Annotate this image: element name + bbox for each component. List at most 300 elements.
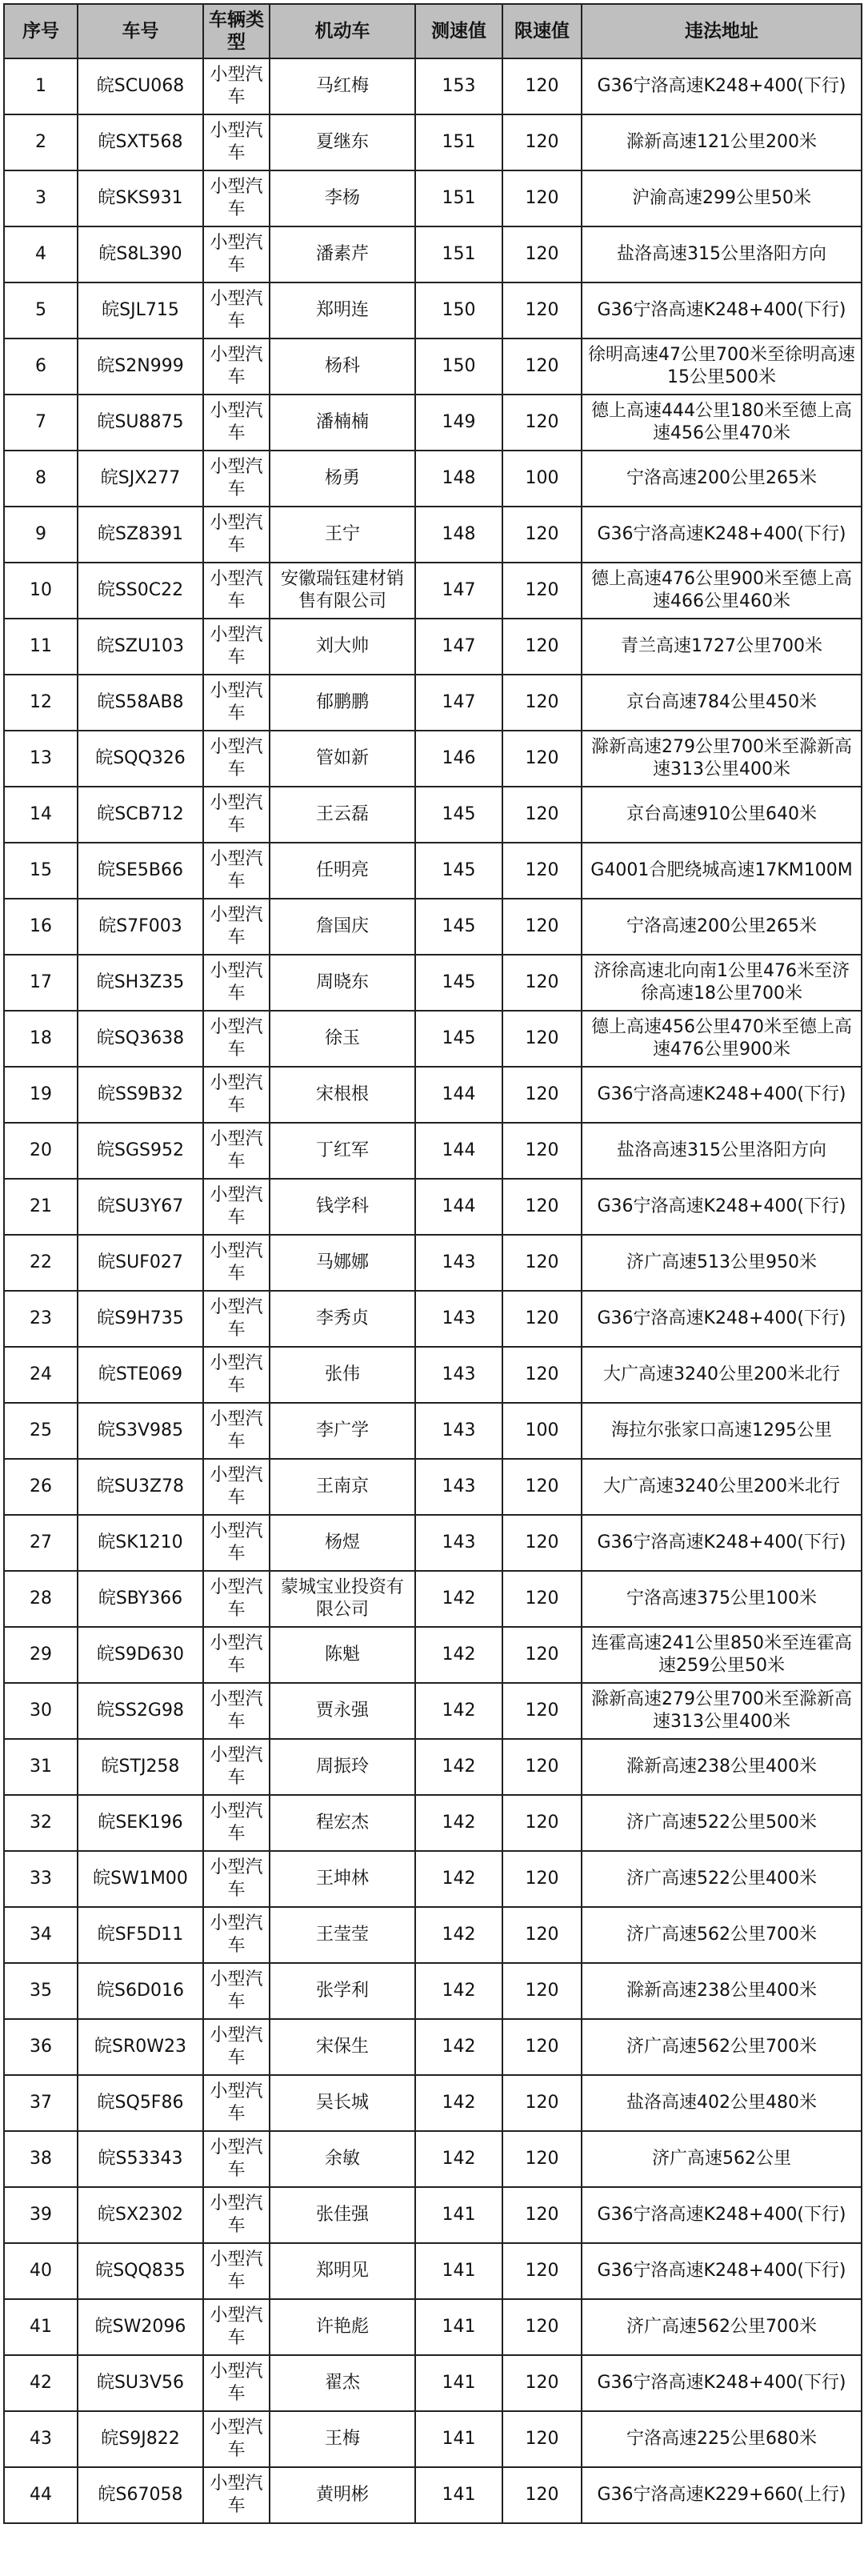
cell-seq: 3 xyxy=(4,170,78,226)
cell-owner: 宋根根 xyxy=(270,1067,415,1123)
cell-owner: 潘楠楠 xyxy=(270,395,415,451)
cell-owner: 丁红军 xyxy=(270,1123,415,1179)
cell-measured-speed: 150 xyxy=(415,339,502,395)
cell-plate: 皖SCB712 xyxy=(78,787,203,843)
cell-speed-limit: 120 xyxy=(502,58,582,114)
table-row xyxy=(4,731,862,787)
cell-measured-speed: 145 xyxy=(415,1011,502,1067)
cell-speed-limit: 120 xyxy=(502,1851,582,1907)
cell-owner: 许艳彪 xyxy=(270,2299,415,2355)
table-row xyxy=(4,2075,862,2131)
cell-vehicle-type: 小型汽车 xyxy=(203,1851,270,1907)
table-row xyxy=(4,899,862,955)
cell-speed-limit: 120 xyxy=(502,787,582,843)
cell-plate: 皖SQ3638 xyxy=(78,1011,203,1067)
cell-owner: 王云磊 xyxy=(270,787,415,843)
cell-seq: 28 xyxy=(4,1571,78,1627)
cell-seq: 29 xyxy=(4,1627,78,1683)
table-body xyxy=(4,58,862,2523)
cell-seq: 37 xyxy=(4,2075,78,2131)
table-row xyxy=(4,787,862,843)
cell-plate: 皖SXT568 xyxy=(78,114,203,170)
cell-measured-speed: 151 xyxy=(415,114,502,170)
cell-seq: 34 xyxy=(4,1907,78,1963)
table-row xyxy=(4,2131,862,2187)
cell-seq: 33 xyxy=(4,1851,78,1907)
cell-seq: 35 xyxy=(4,1963,78,2019)
cell-measured-speed: 145 xyxy=(415,899,502,955)
cell-plate: 皖SW1M00 xyxy=(78,1851,203,1907)
table-row xyxy=(4,2187,862,2243)
cell-speed-limit: 120 xyxy=(502,1459,582,1515)
cell-speed-limit: 120 xyxy=(502,2299,582,2355)
cell-seq: 25 xyxy=(4,1403,78,1459)
cell-owner: 李广学 xyxy=(270,1403,415,1459)
cell-speed-limit: 120 xyxy=(502,619,582,675)
cell-speed-limit: 120 xyxy=(502,2467,582,2523)
cell-speed-limit: 120 xyxy=(502,899,582,955)
cell-speed-limit: 120 xyxy=(502,1963,582,2019)
cell-owner: 周振玲 xyxy=(270,1739,415,1795)
cell-seq: 27 xyxy=(4,1515,78,1571)
header-speed-limit: 限速值 xyxy=(502,4,582,58)
cell-location: 济徐高速北向南1公里476米至济徐高速18公里700米 xyxy=(582,955,862,1011)
cell-vehicle-type: 小型汽车 xyxy=(203,1235,270,1291)
cell-plate: 皖SQ5F86 xyxy=(78,2075,203,2131)
cell-location: 青兰高速1727公里700米 xyxy=(582,619,862,675)
cell-speed-limit: 120 xyxy=(502,170,582,226)
table-row xyxy=(4,1571,862,1627)
cell-measured-speed: 142 xyxy=(415,1739,502,1795)
header-violation-location: 违法地址 xyxy=(582,4,862,58)
cell-owner: 杨科 xyxy=(270,339,415,395)
cell-seq: 16 xyxy=(4,899,78,955)
cell-measured-speed: 147 xyxy=(415,563,502,619)
cell-seq: 9 xyxy=(4,507,78,563)
cell-location: 宁洛高速225公里680米 xyxy=(582,2411,862,2467)
cell-location: G36宁洛高速K229+660(上行) xyxy=(582,2467,862,2523)
cell-measured-speed: 144 xyxy=(415,1067,502,1123)
cell-vehicle-type: 小型汽车 xyxy=(203,1011,270,1067)
cell-seq: 24 xyxy=(4,1347,78,1403)
cell-vehicle-type: 小型汽车 xyxy=(203,226,270,282)
cell-vehicle-type: 小型汽车 xyxy=(203,114,270,170)
cell-owner: 郁鹏鹏 xyxy=(270,675,415,731)
table-row xyxy=(4,451,862,507)
cell-vehicle-type: 小型汽车 xyxy=(203,563,270,619)
table-row xyxy=(4,1851,862,1907)
table-row xyxy=(4,1291,862,1347)
cell-plate: 皖SZ8391 xyxy=(78,507,203,563)
cell-measured-speed: 151 xyxy=(415,226,502,282)
cell-seq: 41 xyxy=(4,2299,78,2355)
cell-vehicle-type: 小型汽车 xyxy=(203,2411,270,2467)
cell-location: 滁新高速121公里200米 xyxy=(582,114,862,170)
cell-plate: 皖S9J822 xyxy=(78,2411,203,2467)
cell-speed-limit: 120 xyxy=(502,955,582,1011)
cell-vehicle-type: 小型汽车 xyxy=(203,1907,270,1963)
cell-owner: 翟杰 xyxy=(270,2355,415,2411)
cell-seq: 40 xyxy=(4,2243,78,2299)
cell-location: 盐洛高速315公里洛阳方向 xyxy=(582,1123,862,1179)
cell-location: 宁洛高速375公里100米 xyxy=(582,1571,862,1627)
header-measured-speed: 测速值 xyxy=(415,4,502,58)
cell-plate: 皖S6D016 xyxy=(78,1963,203,2019)
cell-location: 滁新高速279公里700米至滁新高速313公里400米 xyxy=(582,731,862,787)
cell-measured-speed: 141 xyxy=(415,2299,502,2355)
cell-plate: 皖SS2G98 xyxy=(78,1683,203,1739)
header-row xyxy=(4,4,862,58)
cell-measured-speed: 141 xyxy=(415,2467,502,2523)
cell-location: 济广高速522公里400米 xyxy=(582,1851,862,1907)
cell-location: 德上高速476公里900米至德上高速466公里460米 xyxy=(582,563,862,619)
cell-seq: 8 xyxy=(4,451,78,507)
cell-measured-speed: 143 xyxy=(415,1515,502,1571)
cell-vehicle-type: 小型汽车 xyxy=(203,1067,270,1123)
cell-plate: 皖SBY366 xyxy=(78,1571,203,1627)
cell-plate: 皖STE069 xyxy=(78,1347,203,1403)
table-row xyxy=(4,507,862,563)
cell-measured-speed: 145 xyxy=(415,955,502,1011)
header-owner: 机动车 xyxy=(270,4,415,58)
cell-owner: 王坤林 xyxy=(270,1851,415,1907)
table-row xyxy=(4,114,862,170)
cell-owner: 王梅 xyxy=(270,2411,415,2467)
cell-measured-speed: 147 xyxy=(415,619,502,675)
cell-seq: 30 xyxy=(4,1683,78,1739)
cell-location: 滁新高速238公里400米 xyxy=(582,1963,862,2019)
cell-measured-speed: 144 xyxy=(415,1123,502,1179)
cell-location: G36宁洛高速K248+400(下行) xyxy=(582,1179,862,1235)
cell-owner: 王莹莹 xyxy=(270,1907,415,1963)
table-row xyxy=(4,1011,862,1067)
cell-vehicle-type: 小型汽车 xyxy=(203,395,270,451)
cell-plate: 皖STJ258 xyxy=(78,1739,203,1795)
cell-location: 大广高速3240公里200米北行 xyxy=(582,1459,862,1515)
cell-location: G36宁洛高速K248+400(下行) xyxy=(582,2355,862,2411)
cell-speed-limit: 120 xyxy=(502,1179,582,1235)
cell-seq: 18 xyxy=(4,1011,78,1067)
cell-seq: 10 xyxy=(4,563,78,619)
cell-measured-speed: 148 xyxy=(415,507,502,563)
cell-vehicle-type: 小型汽车 xyxy=(203,1795,270,1851)
cell-owner: 张学利 xyxy=(270,1963,415,2019)
cell-vehicle-type: 小型汽车 xyxy=(203,1347,270,1403)
table-row xyxy=(4,955,862,1011)
cell-speed-limit: 120 xyxy=(502,1235,582,1291)
cell-vehicle-type: 小型汽车 xyxy=(203,1291,270,1347)
cell-location: G36宁洛高速K248+400(下行) xyxy=(582,1515,862,1571)
cell-location: 大广高速3240公里200米北行 xyxy=(582,1347,862,1403)
cell-plate: 皖SQQ326 xyxy=(78,731,203,787)
cell-seq: 31 xyxy=(4,1739,78,1795)
table-row xyxy=(4,675,862,731)
table-row xyxy=(4,226,862,282)
table-row xyxy=(4,1403,862,1459)
cell-location: 济广高速562公里700米 xyxy=(582,2299,862,2355)
cell-plate: 皖SU3Y67 xyxy=(78,1179,203,1235)
cell-plate: 皖SS9B32 xyxy=(78,1067,203,1123)
cell-speed-limit: 120 xyxy=(502,2075,582,2131)
cell-seq: 32 xyxy=(4,1795,78,1851)
cell-measured-speed: 141 xyxy=(415,2355,502,2411)
cell-location: G4001合肥绕城高速17KM100M xyxy=(582,843,862,899)
cell-speed-limit: 120 xyxy=(502,1795,582,1851)
cell-seq: 14 xyxy=(4,787,78,843)
cell-owner: 李秀贞 xyxy=(270,1291,415,1347)
cell-location: 京台高速910公里640米 xyxy=(582,787,862,843)
cell-plate: 皖SX2302 xyxy=(78,2187,203,2243)
cell-owner: 郑明连 xyxy=(270,282,415,339)
cell-vehicle-type: 小型汽车 xyxy=(203,58,270,114)
cell-plate: 皖S9H735 xyxy=(78,1291,203,1347)
table-row xyxy=(4,2411,862,2467)
cell-plate: 皖S8L390 xyxy=(78,226,203,282)
cell-speed-limit: 120 xyxy=(502,1291,582,1347)
cell-owner: 张伟 xyxy=(270,1347,415,1403)
table-row xyxy=(4,339,862,395)
cell-vehicle-type: 小型汽车 xyxy=(203,2187,270,2243)
cell-vehicle-type: 小型汽车 xyxy=(203,899,270,955)
cell-measured-speed: 147 xyxy=(415,675,502,731)
table-row xyxy=(4,2355,862,2411)
header-vehicle-type: 车辆类型 xyxy=(203,4,270,58)
table-row xyxy=(4,1683,862,1739)
cell-location: 京台高速784公里450米 xyxy=(582,675,862,731)
table-row xyxy=(4,1123,862,1179)
table-row xyxy=(4,395,862,451)
cell-vehicle-type: 小型汽车 xyxy=(203,507,270,563)
cell-location: 滁新高速238公里400米 xyxy=(582,1739,862,1795)
cell-seq: 44 xyxy=(4,2467,78,2523)
table-row xyxy=(4,619,862,675)
cell-measured-speed: 142 xyxy=(415,2075,502,2131)
cell-plate: 皖S7F003 xyxy=(78,899,203,955)
cell-vehicle-type: 小型汽车 xyxy=(203,170,270,226)
cell-measured-speed: 150 xyxy=(415,282,502,339)
table-row xyxy=(4,1459,862,1515)
cell-vehicle-type: 小型汽车 xyxy=(203,1683,270,1739)
cell-location: 济广高速562公里700米 xyxy=(582,1907,862,1963)
cell-plate: 皖S9D630 xyxy=(78,1627,203,1683)
cell-seq: 11 xyxy=(4,619,78,675)
cell-plate: 皖SF5D11 xyxy=(78,1907,203,1963)
cell-measured-speed: 143 xyxy=(415,1235,502,1291)
cell-seq: 13 xyxy=(4,731,78,787)
cell-speed-limit: 120 xyxy=(502,2243,582,2299)
cell-location: 济广高速522公里500米 xyxy=(582,1795,862,1851)
cell-measured-speed: 143 xyxy=(415,1291,502,1347)
cell-seq: 5 xyxy=(4,282,78,339)
cell-seq: 20 xyxy=(4,1123,78,1179)
cell-vehicle-type: 小型汽车 xyxy=(203,2075,270,2131)
cell-vehicle-type: 小型汽车 xyxy=(203,2355,270,2411)
cell-location: 德上高速444公里180米至德上高速456公里470米 xyxy=(582,395,862,451)
cell-owner: 宋保生 xyxy=(270,2019,415,2075)
cell-speed-limit: 120 xyxy=(502,1123,582,1179)
cell-owner: 管如新 xyxy=(270,731,415,787)
cell-speed-limit: 120 xyxy=(502,2355,582,2411)
table-row xyxy=(4,1907,862,1963)
cell-seq: 36 xyxy=(4,2019,78,2075)
cell-owner: 任明亮 xyxy=(270,843,415,899)
cell-vehicle-type: 小型汽车 xyxy=(203,843,270,899)
cell-seq: 23 xyxy=(4,1291,78,1347)
cell-plate: 皖S53343 xyxy=(78,2131,203,2187)
cell-plate: 皖SU3V56 xyxy=(78,2355,203,2411)
cell-owner: 陈魁 xyxy=(270,1627,415,1683)
cell-speed-limit: 120 xyxy=(502,1011,582,1067)
cell-plate: 皖SK1210 xyxy=(78,1515,203,1571)
table-row xyxy=(4,1515,862,1571)
table-row xyxy=(4,282,862,339)
table-row xyxy=(4,563,862,619)
cell-plate: 皖S67058 xyxy=(78,2467,203,2523)
cell-owner: 黄明彬 xyxy=(270,2467,415,2523)
table-row xyxy=(4,58,862,114)
cell-location: 盐洛高速402公里480米 xyxy=(582,2075,862,2131)
cell-location: 徐明高速47公里700米至徐明高速15公里500米 xyxy=(582,339,862,395)
cell-location: 海拉尔张家口高速1295公里 xyxy=(582,1403,862,1459)
cell-vehicle-type: 小型汽车 xyxy=(203,1963,270,2019)
cell-speed-limit: 120 xyxy=(502,507,582,563)
cell-speed-limit: 120 xyxy=(502,731,582,787)
cell-measured-speed: 143 xyxy=(415,1403,502,1459)
table-row xyxy=(4,1739,862,1795)
cell-vehicle-type: 小型汽车 xyxy=(203,1179,270,1235)
cell-vehicle-type: 小型汽车 xyxy=(203,2019,270,2075)
cell-location: 盐洛高速315公里洛阳方向 xyxy=(582,226,862,282)
cell-owner: 钱学科 xyxy=(270,1179,415,1235)
cell-plate: 皖S2N999 xyxy=(78,339,203,395)
cell-speed-limit: 120 xyxy=(502,563,582,619)
cell-speed-limit: 120 xyxy=(502,843,582,899)
cell-vehicle-type: 小型汽车 xyxy=(203,1739,270,1795)
cell-seq: 2 xyxy=(4,114,78,170)
cell-vehicle-type: 小型汽车 xyxy=(203,2243,270,2299)
cell-vehicle-type: 小型汽车 xyxy=(203,2131,270,2187)
cell-seq: 6 xyxy=(4,339,78,395)
cell-seq: 22 xyxy=(4,1235,78,1291)
cell-plate: 皖SZU103 xyxy=(78,619,203,675)
cell-plate: 皖SE5B66 xyxy=(78,843,203,899)
cell-plate: 皖SJL715 xyxy=(78,282,203,339)
cell-seq: 12 xyxy=(4,675,78,731)
cell-speed-limit: 120 xyxy=(502,2187,582,2243)
cell-location: G36宁洛高速K248+400(下行) xyxy=(582,507,862,563)
header-plate: 车号 xyxy=(78,4,203,58)
cell-plate: 皖SR0W23 xyxy=(78,2019,203,2075)
cell-measured-speed: 142 xyxy=(415,1683,502,1739)
table-row xyxy=(4,1795,862,1851)
cell-owner: 贾永强 xyxy=(270,1683,415,1739)
cell-owner: 潘素芹 xyxy=(270,226,415,282)
cell-owner: 吴长城 xyxy=(270,2075,415,2131)
table-row xyxy=(4,2299,862,2355)
cell-measured-speed: 151 xyxy=(415,170,502,226)
cell-vehicle-type: 小型汽车 xyxy=(203,339,270,395)
table-row xyxy=(4,1179,862,1235)
cell-owner: 杨勇 xyxy=(270,451,415,507)
cell-owner: 程宏杰 xyxy=(270,1795,415,1851)
cell-speed-limit: 120 xyxy=(502,1347,582,1403)
cell-owner: 余敏 xyxy=(270,2131,415,2187)
cell-measured-speed: 142 xyxy=(415,1907,502,1963)
cell-plate: 皖SJX277 xyxy=(78,451,203,507)
cell-owner: 马红梅 xyxy=(270,58,415,114)
table-row xyxy=(4,2467,862,2523)
cell-vehicle-type: 小型汽车 xyxy=(203,1627,270,1683)
cell-vehicle-type: 小型汽车 xyxy=(203,1515,270,1571)
table-row xyxy=(4,1347,862,1403)
cell-vehicle-type: 小型汽车 xyxy=(203,451,270,507)
cell-speed-limit: 120 xyxy=(502,2411,582,2467)
cell-speed-limit: 120 xyxy=(502,339,582,395)
cell-plate: 皖S58AB8 xyxy=(78,675,203,731)
cell-vehicle-type: 小型汽车 xyxy=(203,955,270,1011)
cell-seq: 17 xyxy=(4,955,78,1011)
cell-seq: 1 xyxy=(4,58,78,114)
cell-speed-limit: 120 xyxy=(502,1627,582,1683)
cell-plate: 皖SU3Z78 xyxy=(78,1459,203,1515)
cell-plate: 皖SEK196 xyxy=(78,1795,203,1851)
cell-measured-speed: 143 xyxy=(415,1459,502,1515)
cell-measured-speed: 142 xyxy=(415,2131,502,2187)
cell-plate: 皖SS0C22 xyxy=(78,563,203,619)
cell-plate: 皖SQQ835 xyxy=(78,2243,203,2299)
cell-plate: 皖SH3Z35 xyxy=(78,955,203,1011)
cell-location: G36宁洛高速K248+400(下行) xyxy=(582,1067,862,1123)
cell-location: 济广高速513公里950米 xyxy=(582,1235,862,1291)
header-seq: 序号 xyxy=(4,4,78,58)
table-row xyxy=(4,1235,862,1291)
cell-speed-limit: 120 xyxy=(502,226,582,282)
cell-measured-speed: 145 xyxy=(415,787,502,843)
cell-speed-limit: 120 xyxy=(502,114,582,170)
cell-location: 济广高速562公里 xyxy=(582,2131,862,2187)
cell-location: 宁洛高速200公里265米 xyxy=(582,899,862,955)
table-row xyxy=(4,1627,862,1683)
cell-vehicle-type: 小型汽车 xyxy=(203,282,270,339)
cell-location: 德上高速456公里470米至德上高速476公里900米 xyxy=(582,1011,862,1067)
cell-plate: 皖SGS952 xyxy=(78,1123,203,1179)
cell-seq: 19 xyxy=(4,1067,78,1123)
cell-speed-limit: 120 xyxy=(502,2019,582,2075)
cell-owner: 郑明见 xyxy=(270,2243,415,2299)
cell-owner: 王南京 xyxy=(270,1459,415,1515)
cell-measured-speed: 153 xyxy=(415,58,502,114)
cell-owner: 周晓东 xyxy=(270,955,415,1011)
cell-measured-speed: 146 xyxy=(415,731,502,787)
table-row xyxy=(4,170,862,226)
table-row xyxy=(4,1067,862,1123)
cell-measured-speed: 143 xyxy=(415,1347,502,1403)
cell-seq: 38 xyxy=(4,2131,78,2187)
cell-owner: 夏继东 xyxy=(270,114,415,170)
cell-speed-limit: 120 xyxy=(502,2131,582,2187)
cell-plate: 皖SW2096 xyxy=(78,2299,203,2355)
cell-speed-limit: 100 xyxy=(502,1403,582,1459)
cell-owner: 刘大帅 xyxy=(270,619,415,675)
cell-measured-speed: 141 xyxy=(415,2187,502,2243)
cell-measured-speed: 142 xyxy=(415,2019,502,2075)
cell-speed-limit: 120 xyxy=(502,1739,582,1795)
cell-measured-speed: 142 xyxy=(415,1627,502,1683)
cell-speed-limit: 120 xyxy=(502,1067,582,1123)
cell-speed-limit: 120 xyxy=(502,282,582,339)
cell-seq: 21 xyxy=(4,1179,78,1235)
table-row xyxy=(4,2019,862,2075)
